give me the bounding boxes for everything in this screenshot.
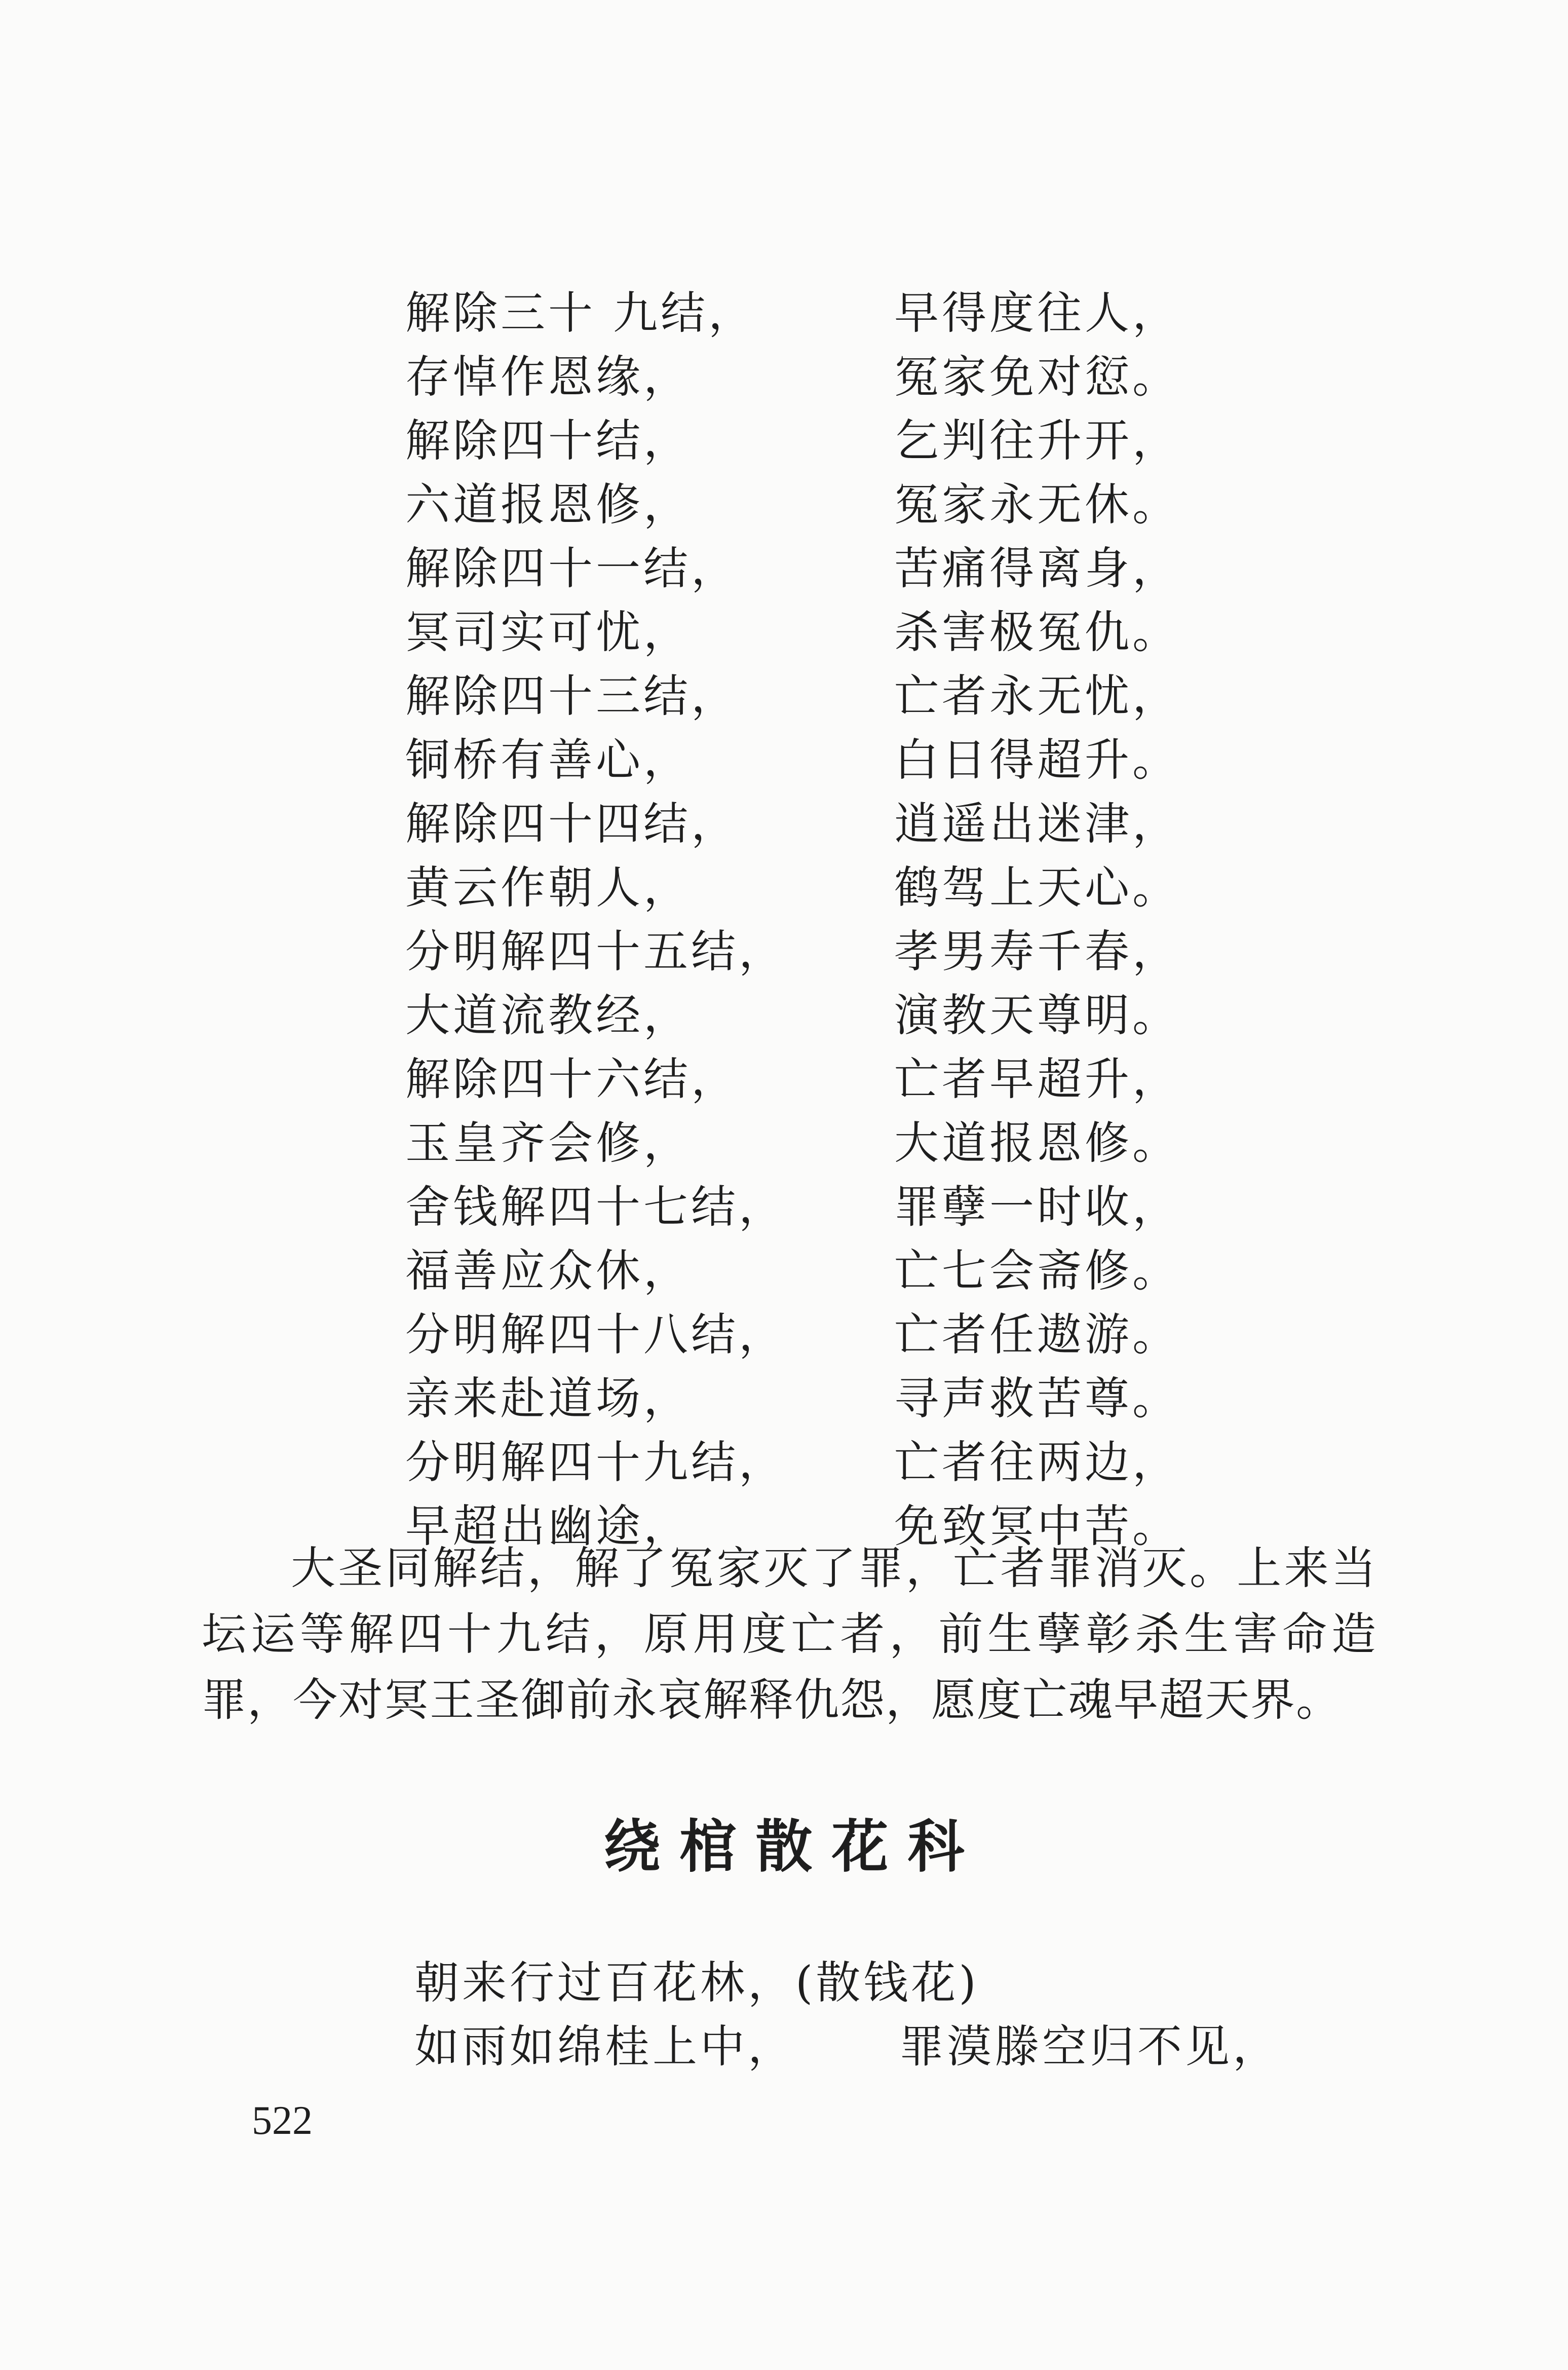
verse-right: 亡者永无忧， <box>894 670 1180 722</box>
verse-left: 早超出幽途， <box>405 1500 692 1552</box>
verse-left: 解除四十四结， <box>405 798 739 850</box>
verse-right: 大道报恩修。 <box>894 1117 1180 1169</box>
section-line <box>0 2015 1568 2079</box>
verse-right: 白日得超升。 <box>894 734 1180 786</box>
verse-left: 解除四十一结， <box>405 542 739 594</box>
verse-left: 冥司实可忧， <box>405 606 692 658</box>
page-number: 522 <box>252 2098 313 2143</box>
verse-right: 苦痛得离身， <box>894 542 1180 594</box>
verse-left: 分明解四十九结， <box>405 1436 787 1488</box>
verse-right: 鹤驾上天心。 <box>894 861 1180 914</box>
verse-right: 亡者任遨游。 <box>894 1308 1180 1361</box>
verse-right: 逍遥出迷津， <box>894 798 1180 850</box>
verse-right: 亡者往两边， <box>894 1436 1180 1488</box>
verse-left: 黄云作朝人， <box>405 861 692 914</box>
verse-left: 分明解四十八结， <box>405 1308 787 1361</box>
section-line-right: 罪漠滕空归不见， <box>899 2020 1281 2073</box>
verse-right: 亡者早超升， <box>894 1053 1180 1105</box>
verse-line <box>0 856 1568 920</box>
verse-line <box>0 984 1568 1047</box>
verse-left: 存悼作恩缘， <box>405 351 692 403</box>
verse-right: 乞判往升开， <box>894 415 1180 467</box>
verse-line <box>0 728 1568 792</box>
verse-line <box>0 345 1568 409</box>
verse-right: 免致冥中苦。 <box>894 1500 1180 1552</box>
verse-line <box>0 1239 1568 1303</box>
verse-right: 杀害极冤仇。 <box>894 606 1180 658</box>
verse-left: 舍钱解四十七结， <box>405 1181 787 1233</box>
verse-right: 亡七会斋修。 <box>894 1245 1180 1297</box>
verse-line <box>0 664 1568 728</box>
section-line-left: 朝来行过百花林，(散钱花) <box>414 1957 979 2009</box>
verse-line <box>0 537 1568 600</box>
verse-line <box>0 1431 1568 1494</box>
section-line <box>0 1951 1568 2015</box>
verse-line <box>0 792 1568 856</box>
verse-line <box>0 1111 1568 1175</box>
verse-right: 演教天尊明。 <box>894 989 1180 1041</box>
section-title: 绕棺散花科 <box>603 1814 984 1880</box>
verse-left: 铜桥有善心， <box>405 734 692 786</box>
verse-left: 解除四十三结， <box>405 670 739 722</box>
verse-line <box>0 1047 1568 1111</box>
verse-right: 孝男寿千春， <box>894 925 1180 977</box>
verse-left: 解除三十 九结， <box>405 287 756 339</box>
verse-left: 大道流教经， <box>405 989 692 1041</box>
body-paragraph: 大圣同解结，解了冤家灭了罪，亡者罪消灭。上来当坛运等解四十九结，原用度亡者，前生孽彰杀生害命造罪，今对冥王圣御前永哀解释仇怨，愿度亡魂早超天界。 <box>202 1542 1377 1726</box>
verse-left: 福善应众休， <box>405 1245 692 1297</box>
verse-line <box>0 1303 1568 1367</box>
verse-line <box>0 281 1568 345</box>
verse-left: 解除四十结， <box>405 415 692 467</box>
section-line-left: 如雨如绵桂上中， <box>414 2020 796 2073</box>
verse-left: 玉皇齐会修， <box>405 1117 692 1169</box>
verse-right: 冤家永无休。 <box>894 478 1180 531</box>
verse-right: 冤家免对愆。 <box>894 351 1180 403</box>
verse-line <box>0 920 1568 984</box>
verse-right: 罪孽一时收， <box>894 1181 1180 1233</box>
verse-line <box>0 473 1568 537</box>
verse-line <box>0 600 1568 664</box>
verse-left: 亲来赴道场， <box>405 1372 692 1424</box>
verse-left: 解除四十六结， <box>405 1053 739 1105</box>
verse-left: 分明解四十五结， <box>405 925 787 977</box>
verse-left: 六道报恩修， <box>405 478 692 531</box>
verse-line <box>0 1175 1568 1239</box>
verse-line <box>0 409 1568 473</box>
verse-line <box>0 1367 1568 1431</box>
verse-right: 寻声救苦尊。 <box>894 1372 1180 1424</box>
verse-right: 早得度往人， <box>894 287 1180 339</box>
